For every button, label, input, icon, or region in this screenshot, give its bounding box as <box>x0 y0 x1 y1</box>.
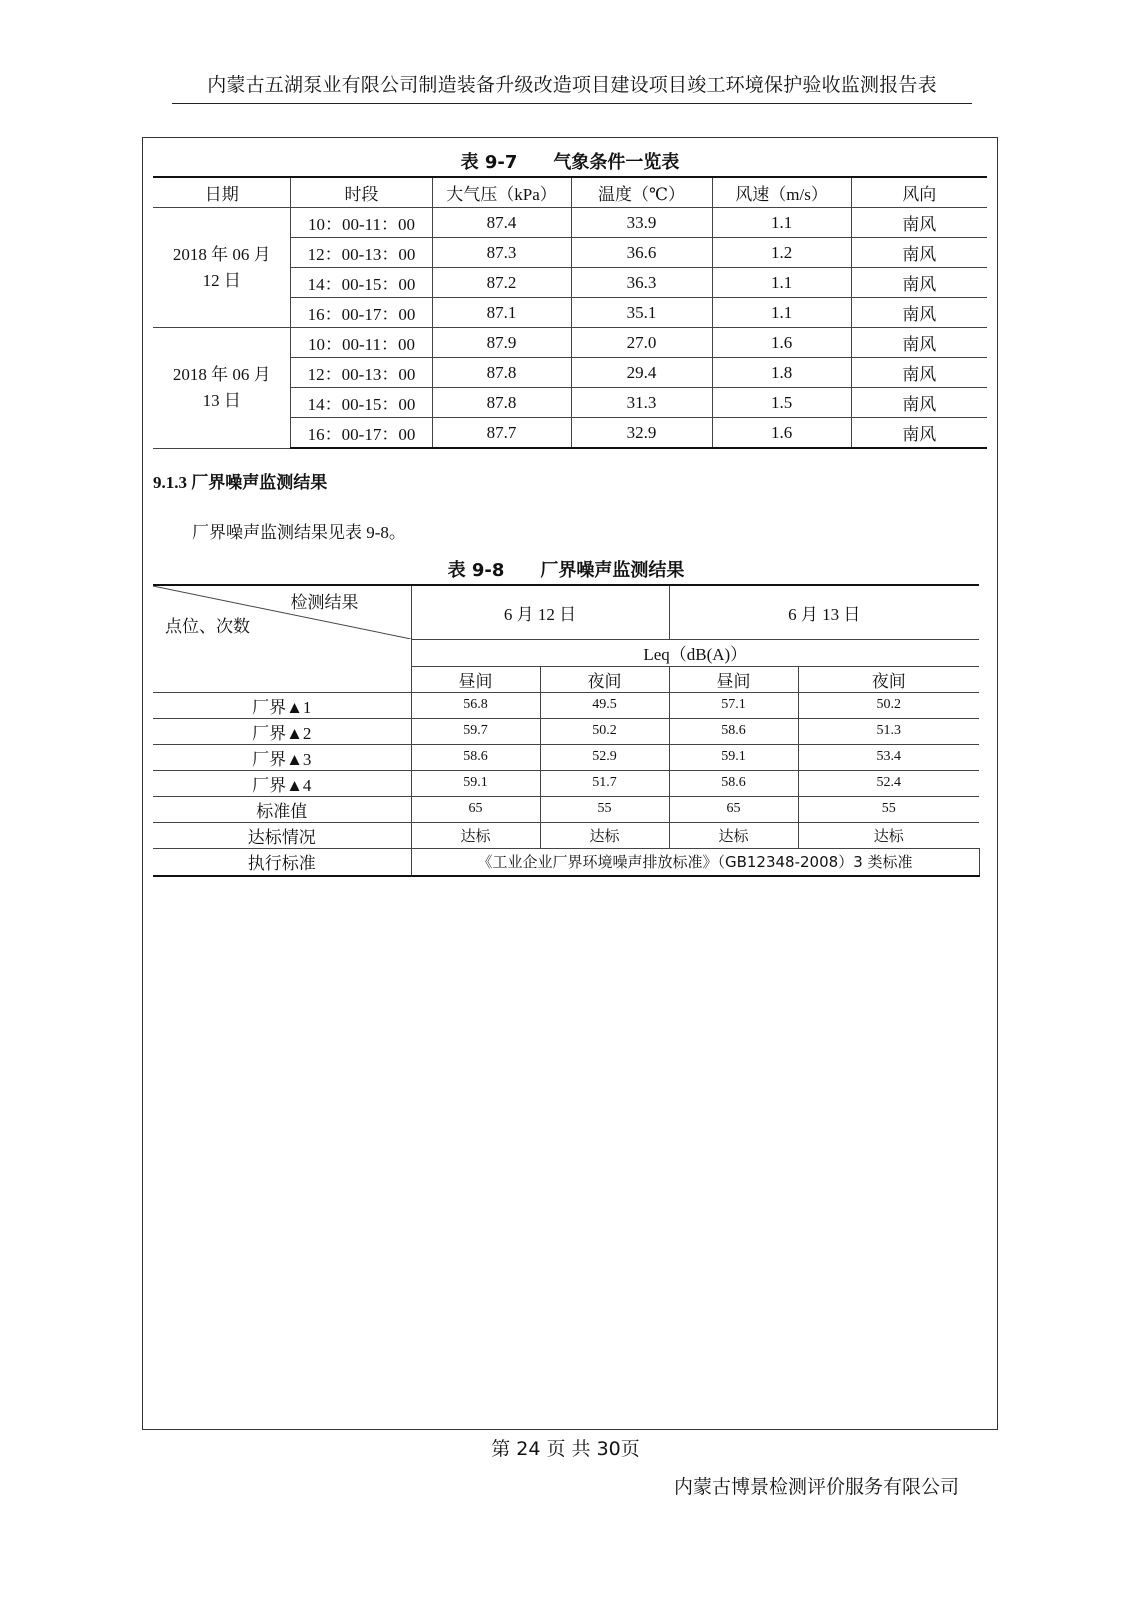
wind-direction-cell: 南风 <box>851 268 987 298</box>
table-row <box>153 328 987 358</box>
period-cell: 12：00-13：00 <box>291 358 432 388</box>
wind-direction-cell: 南风 <box>851 388 987 418</box>
wind-direction-cell: 南风 <box>851 358 987 388</box>
header-temperature: 温度（℃） <box>571 177 712 208</box>
diagonal-header <box>153 586 411 639</box>
table-row <box>153 208 987 238</box>
standard-value: 《工业企业厂界环境噪声排放标准》（GB12348-2008）3 类标准 <box>411 848 979 876</box>
pressure-cell: 87.8 <box>432 358 571 388</box>
pressure-cell: 87.4 <box>432 208 571 238</box>
period-header: 昼间 <box>411 666 540 692</box>
temperature-cell: 32.9 <box>571 418 712 449</box>
table-row <box>153 796 979 822</box>
table-header-row <box>153 585 979 639</box>
pressure-cell: 87.1 <box>432 298 571 328</box>
wind-speed-cell: 1.1 <box>712 268 851 298</box>
wind-speed-cell: 1.6 <box>712 328 851 358</box>
period-cell: 10：00-11：00 <box>291 208 432 238</box>
wind-speed-cell: 1.1 <box>712 298 851 328</box>
header-date: 日期 <box>153 177 291 208</box>
corner-bottom-label: 点位、次数 <box>165 617 250 636</box>
period-cell: 12：00-13：00 <box>291 238 432 268</box>
table-9-8-caption: 表 9-8 厂界噪声监测结果 <box>447 560 685 581</box>
value-cell: 65 <box>669 796 798 822</box>
date-header: 6 月 13 日 <box>669 585 979 639</box>
period-header: 昼间 <box>669 666 798 692</box>
pressure-cell: 87.2 <box>432 268 571 298</box>
header-wind-direction: 风向 <box>851 177 987 208</box>
period-cell: 16：00-17：00 <box>291 298 432 328</box>
period-header: 夜间 <box>798 666 979 692</box>
table-row <box>153 822 979 848</box>
table-row <box>153 848 979 876</box>
temperature-cell: 36.3 <box>571 268 712 298</box>
date-cell: 2018 年 06 月 13 日 <box>153 328 291 449</box>
period-cell: 10：00-11：00 <box>291 328 432 358</box>
temperature-cell: 36.6 <box>571 238 712 268</box>
value-cell: 55 <box>798 796 979 822</box>
section-heading: 9.1.3 厂界噪声监测结果 <box>153 473 328 492</box>
value-cell: 52.9 <box>540 744 669 770</box>
value-cell: 57.1 <box>669 692 798 718</box>
compliance-cell: 达标 <box>669 822 798 848</box>
wind-speed-cell: 1.1 <box>712 208 851 238</box>
standard-limit-label: 标准值 <box>153 796 411 822</box>
compliance-cell: 达标 <box>540 822 669 848</box>
value-cell: 59.1 <box>669 744 798 770</box>
wind-speed-cell: 1.8 <box>712 358 851 388</box>
value-cell: 56.8 <box>411 692 540 718</box>
wind-direction-cell: 南风 <box>851 208 987 238</box>
date-cell: 2018 年 06 月 12 日 <box>153 208 291 328</box>
value-cell: 58.6 <box>411 744 540 770</box>
value-cell: 49.5 <box>540 692 669 718</box>
period-cell: 14：00-15：00 <box>291 388 432 418</box>
table-header-row <box>153 177 987 208</box>
wind-speed-cell: 1.5 <box>712 388 851 418</box>
table-row <box>153 744 979 770</box>
value-cell: 55 <box>540 796 669 822</box>
pressure-cell: 87.7 <box>432 418 571 449</box>
weather-conditions-table <box>153 176 987 449</box>
temperature-cell: 27.0 <box>571 328 712 358</box>
period-header: 夜间 <box>540 666 669 692</box>
value-cell: 59.1 <box>411 770 540 796</box>
temperature-cell: 29.4 <box>571 358 712 388</box>
page-number: 第 24 页 共 30页 <box>491 1438 640 1460</box>
period-cell: 16：00-17：00 <box>291 418 432 449</box>
section-paragraph: 厂界噪声监测结果见表 9-8。 <box>192 523 406 542</box>
value-cell: 53.4 <box>798 744 979 770</box>
date-header: 6 月 12 日 <box>411 585 669 639</box>
point-label: 厂界▲1 <box>153 692 411 718</box>
value-cell: 50.2 <box>540 718 669 744</box>
compliance-cell: 达标 <box>798 822 979 848</box>
header-period: 时段 <box>291 177 432 208</box>
unit-header: Leq（dB(A)） <box>411 639 979 666</box>
temperature-cell: 31.3 <box>571 388 712 418</box>
value-cell: 65 <box>411 796 540 822</box>
period-cell: 14：00-15：00 <box>291 268 432 298</box>
wind-direction-cell: 南风 <box>851 328 987 358</box>
value-cell: 58.6 <box>669 718 798 744</box>
pressure-cell: 87.3 <box>432 238 571 268</box>
report-header-title: 内蒙古五湖泵业有限公司制造装备升级改造项目建设项目竣工环境保护验收监测报告表 <box>207 74 937 96</box>
blank-header-cell <box>153 639 411 692</box>
pressure-cell: 87.8 <box>432 388 571 418</box>
company-name: 内蒙古博景检测评价服务有限公司 <box>673 1476 959 1498</box>
header-rule <box>172 103 972 104</box>
compliance-label: 达标情况 <box>153 822 411 848</box>
wind-direction-cell: 南风 <box>851 418 987 449</box>
table-9-7-caption: 表 9-7 气象条件一览表 <box>460 152 680 173</box>
value-cell: 58.6 <box>669 770 798 796</box>
point-label: 厂界▲3 <box>153 744 411 770</box>
value-cell: 51.3 <box>798 718 979 744</box>
point-label: 厂界▲4 <box>153 770 411 796</box>
point-label: 厂界▲2 <box>153 718 411 744</box>
header-wind-speed: 风速（m/s） <box>712 177 851 208</box>
table-row <box>153 770 979 796</box>
wind-speed-cell: 1.2 <box>712 238 851 268</box>
table-row <box>153 692 979 718</box>
standard-label: 执行标准 <box>153 848 411 876</box>
compliance-cell: 达标 <box>411 822 540 848</box>
wind-direction-cell: 南风 <box>851 238 987 268</box>
temperature-cell: 35.1 <box>571 298 712 328</box>
boundary-noise-table <box>153 584 980 877</box>
value-cell: 52.4 <box>798 770 979 796</box>
table-row <box>153 718 979 744</box>
corner-header-cell <box>153 585 411 639</box>
wind-direction-cell: 南风 <box>851 298 987 328</box>
wind-speed-cell: 1.6 <box>712 418 851 449</box>
temperature-cell: 33.9 <box>571 208 712 238</box>
table-header-row <box>153 639 979 666</box>
corner-top-label: 检测结果 <box>290 593 359 612</box>
value-cell: 50.2 <box>798 692 979 718</box>
value-cell: 51.7 <box>540 770 669 796</box>
pressure-cell: 87.9 <box>432 328 571 358</box>
header-pressure: 大气压（kPa） <box>432 177 571 208</box>
value-cell: 59.7 <box>411 718 540 744</box>
